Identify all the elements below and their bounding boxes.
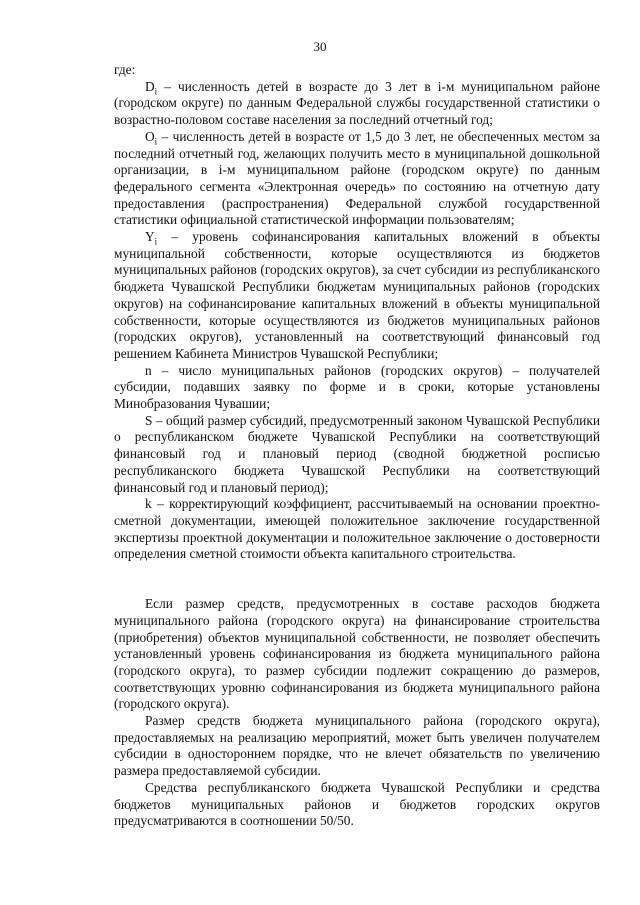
definition-text: – численность детей в возрасте от 1,5 до 3 лет, не обеспеченных местом за последний отчетный год, желающих получить место в муниципальной дошкольной организации, в i-м муниципальном районе (городском округе) по данным федерального сегмента «Электронная очередь» по состоянию на отчетную дату предоставления (распространения) Федеральной службой государственной статистики официальной статистической информации пользователям; <box>114 128 600 228</box>
definition-subscript: i <box>154 86 158 97</box>
definition-subscript: i <box>154 136 158 147</box>
paragraph-ratio: Средства республиканского бюджета Чувашской Республики и средства бюджетов муниципальных районов и бюджетов городских округов предусматриваются в соотношении 50/50. <box>114 779 600 829</box>
definition-text: – число муниципальных районов (городских округов) – получателей субсидии, подавших заявку по форме и в сроки, которые установлены Минобразования Чувашии; <box>114 362 600 412</box>
definition-text: – корректирующий коэффициент, рассчитываемый на основании проектно-сметной документации, имеющей положительное заключение государственной экспертизы проектной документации и положительное заключение о достоверности определения сметной стоимости объекта капитального строительства. <box>114 496 600 562</box>
definition-k <box>114 496 600 563</box>
definition-d <box>114 79 600 129</box>
definition-symbol: Y <box>145 229 155 245</box>
section-spacer <box>114 563 600 596</box>
paragraph-cofinancing-reduction: Если размер средств, предусмотренных в составе расходов бюджета муниципального района (городского округа) на финансирование строительства (приобретения) объектов муниципальной собственности, не позволяет обеспечить установленный уровень софинансирования из бюджета муниципального района (городского округа), то размер субсидии подлежит сокращению до размеров, соответствующих уровню софинансирования из бюджета муниципального района (городского округа). <box>114 596 600 712</box>
paragraph-budget-increase: Размер средств бюджета муниципального района (городского округа), предоставляемых на реализацию мероприятий, может быть увеличен получателем субсидии в одностороннем порядке, что не влечет обязательств по увеличению размера предоставляемой субсидии. <box>114 713 600 779</box>
document-body <box>114 62 600 830</box>
page-number: 30 <box>313 39 327 54</box>
definition-s <box>114 413 600 497</box>
definition-symbol: k <box>145 496 152 512</box>
definition-symbol: n <box>145 362 152 378</box>
definition-symbol: D <box>145 78 155 94</box>
definition-text: – численность детей в возрасте до 3 лет в i-м муниципальном районе (городском округе) по данным Федеральной службы государственной статистики о возрастно-половом составе населения за последний отчетный год; <box>114 78 600 128</box>
definition-subscript: i <box>154 236 158 247</box>
definition-y <box>114 229 600 363</box>
definition-o <box>114 129 600 229</box>
definitions-intro: где: <box>114 62 136 77</box>
definition-symbol: S <box>145 412 153 428</box>
definition-symbol: O <box>145 128 155 144</box>
definition-text: – уровень софинансирования капитальных вложений в объекты муниципальной собственности, которые осуществляются из бюджетов муниципальных районов (городских округов), за счет субсидии из республиканского бюджета Чувашской Республики бюджетам муниципальных районов (городских округов) на софинансирование капитальных вложений в объекты муниципальной собственности, которые осуществляются из бюджетов муниципальных районов (городских округов), установленный на соответствующий финансовый год решением Кабинета Министров Чувашской Республики; <box>114 229 600 361</box>
definition-n <box>114 363 600 413</box>
definition-text: – общий размер субсидий, предусмотренный законом Чувашской Республики о республиканском бюджете Чувашской Республики на соответствующий финансовый год и плановый период (сводной бюджетной росписью республиканского бюджета Чувашской Республики на соответствующий финансовый год и плановый период); <box>114 412 600 495</box>
